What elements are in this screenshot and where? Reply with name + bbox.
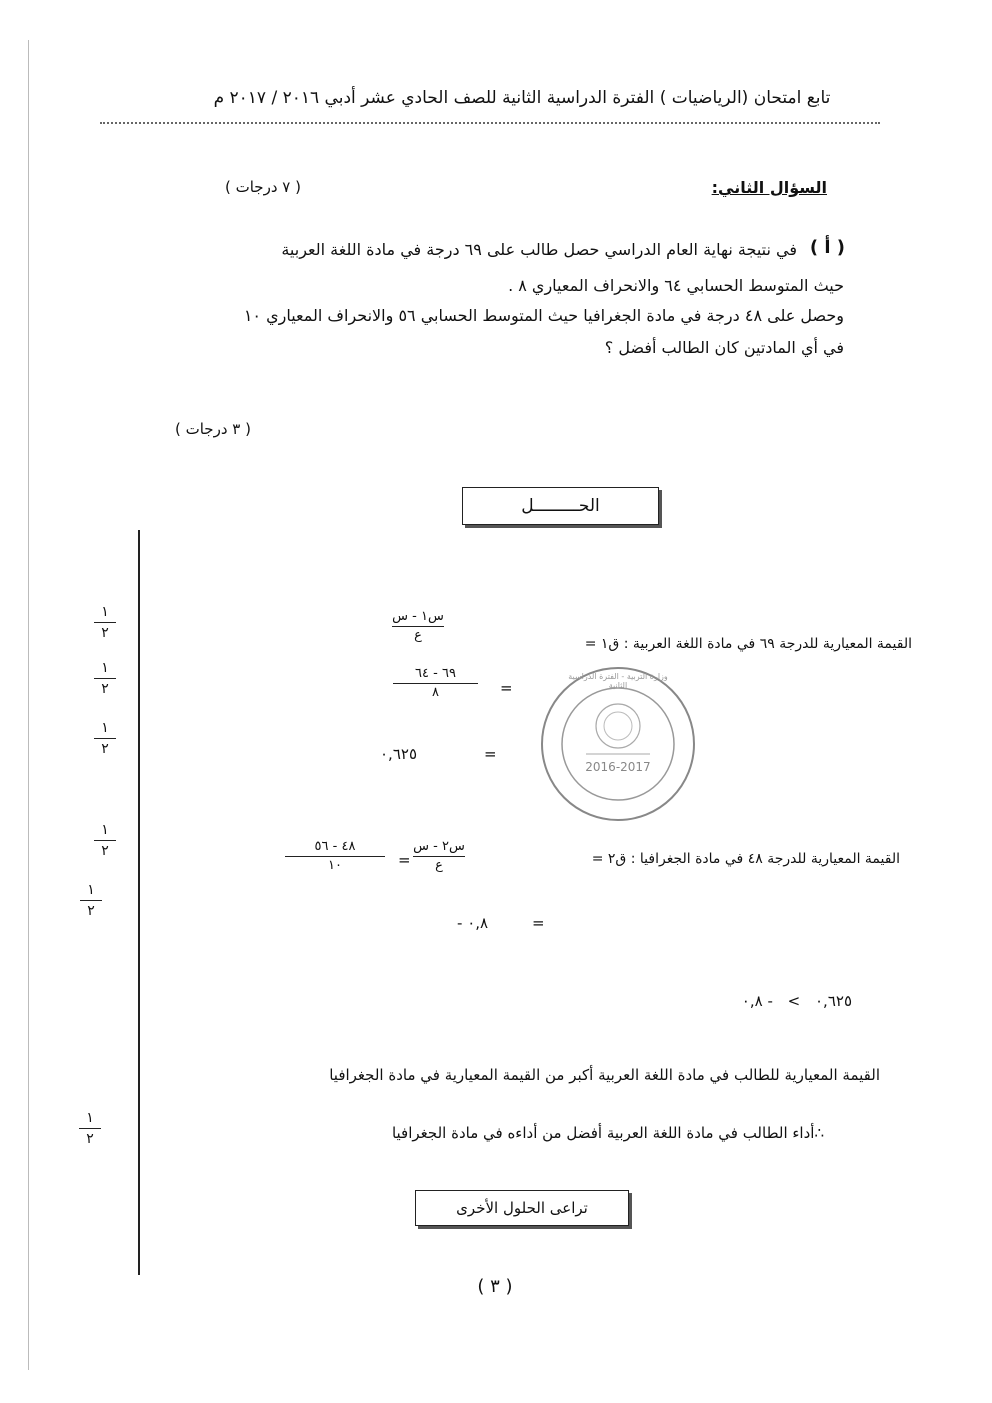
arabic-formula-num: س١ - س: [392, 609, 444, 624]
arabic-sub-den: ٨: [432, 685, 439, 700]
other-solutions-note-box: [415, 1190, 629, 1226]
half-mark-6: ١ ٢: [75, 1110, 105, 1147]
geo-formula: [413, 840, 465, 873]
question-line-3: وحصل على ٤٨ درجة في مادة الجغرافيا حيث المتوسط الحسابي ٥٦ والانحراف المعياري ١٠: [243, 306, 844, 325]
stamp-ring-text: وزارة التربية - الفترة الدراسية الثانية: [568, 672, 668, 690]
comparison-right: - ٠,٨: [741, 992, 773, 1010]
arabic-sub-eq: =: [500, 679, 513, 697]
question-label: السؤال الثاني:: [711, 178, 827, 197]
page-number: ( ٣ ): [477, 1276, 513, 1297]
conclusion-line-2: ∴أداء الطالب في مادة اللغة العربية أفضل من أداءه في مادة الجغرافيا: [391, 1124, 824, 1142]
part-marks: ( ٣ درجات ): [175, 420, 251, 438]
geo-sub-num: ٤٨ - ٥٦: [314, 839, 356, 854]
geo-formula-num: س٢ - س: [413, 839, 465, 854]
question-line-1: في نتيجة نهاية العام الدراسي حصل طالب على ٦٩ درجة في مادة اللغة العربية: [281, 240, 797, 259]
header-dotted-rule: [100, 122, 880, 124]
page-edge-line: [28, 40, 29, 1370]
arabic-formula-den: ع: [414, 628, 422, 643]
official-stamp: [538, 664, 698, 824]
solution-heading: الحـــــــــل: [521, 496, 600, 516]
arabic-formula: [392, 610, 444, 643]
part-a-tag: ( أ ): [809, 237, 845, 258]
exam-header-title: تابع امتحان (الرياضيات ) الفترة الدراسية الثانية للصف الحادي عشر أدبي ٢٠١٦ / ٢٠١٧ م: [213, 88, 831, 108]
arabic-sub-num: ٦٩ - ٦٤: [415, 666, 456, 681]
geo-formula-eq: =: [398, 851, 411, 869]
question-line-2: حيث المتوسط الحسابي ٦٤ والانحراف المعياري ٨ .: [508, 276, 844, 295]
half-mark-4: ١ ٢: [90, 822, 120, 859]
comparison-operator: >: [787, 992, 801, 1010]
conclusion-line-1: القيمة المعيارية للطالب في مادة اللغة العربية أكبر من القيمة المعيارية في مادة الجغرافيا: [329, 1066, 880, 1084]
half-mark-3: ١ ٢: [90, 720, 120, 757]
geo-sub-den: ١٠: [328, 858, 342, 873]
half-mark-2: ١ ٢: [90, 660, 120, 697]
question-line-4: في أي المادتين كان الطالب أفضل ؟: [604, 338, 844, 357]
half-mark-1: ١ ٢: [90, 604, 120, 641]
geo-result-eq: =: [532, 914, 545, 932]
arabic-result-eq: =: [484, 745, 497, 763]
comparison: [632, 992, 852, 1010]
comparison-left: ٠,٦٢٥: [815, 992, 852, 1010]
geo-result: - ٠,٨: [457, 914, 489, 932]
marking-margin-line: [138, 530, 140, 1275]
arabic-result: ٠,٦٢٥: [380, 745, 417, 763]
other-solutions-note: تراعى الحلول الأخرى: [456, 1199, 588, 1217]
question-marks: ( ٧ درجات ): [225, 178, 301, 196]
half-mark-5: ١ ٢: [76, 882, 106, 919]
geo-formula-den: ع: [435, 858, 443, 873]
arabic-zscore-label: القيمة المعيارية للدرجة ٦٩ في مادة اللغة العربية : ق١ =: [584, 636, 912, 652]
geo-substitution: [285, 840, 385, 873]
arabic-substitution: [393, 667, 478, 700]
solution-heading-box: [462, 487, 659, 525]
geo-zscore-label: القيمة المعيارية للدرجة ٤٨ في مادة الجغرافيا : ق٢ =: [591, 851, 900, 867]
stamp-year: 2016-2017: [585, 760, 651, 774]
